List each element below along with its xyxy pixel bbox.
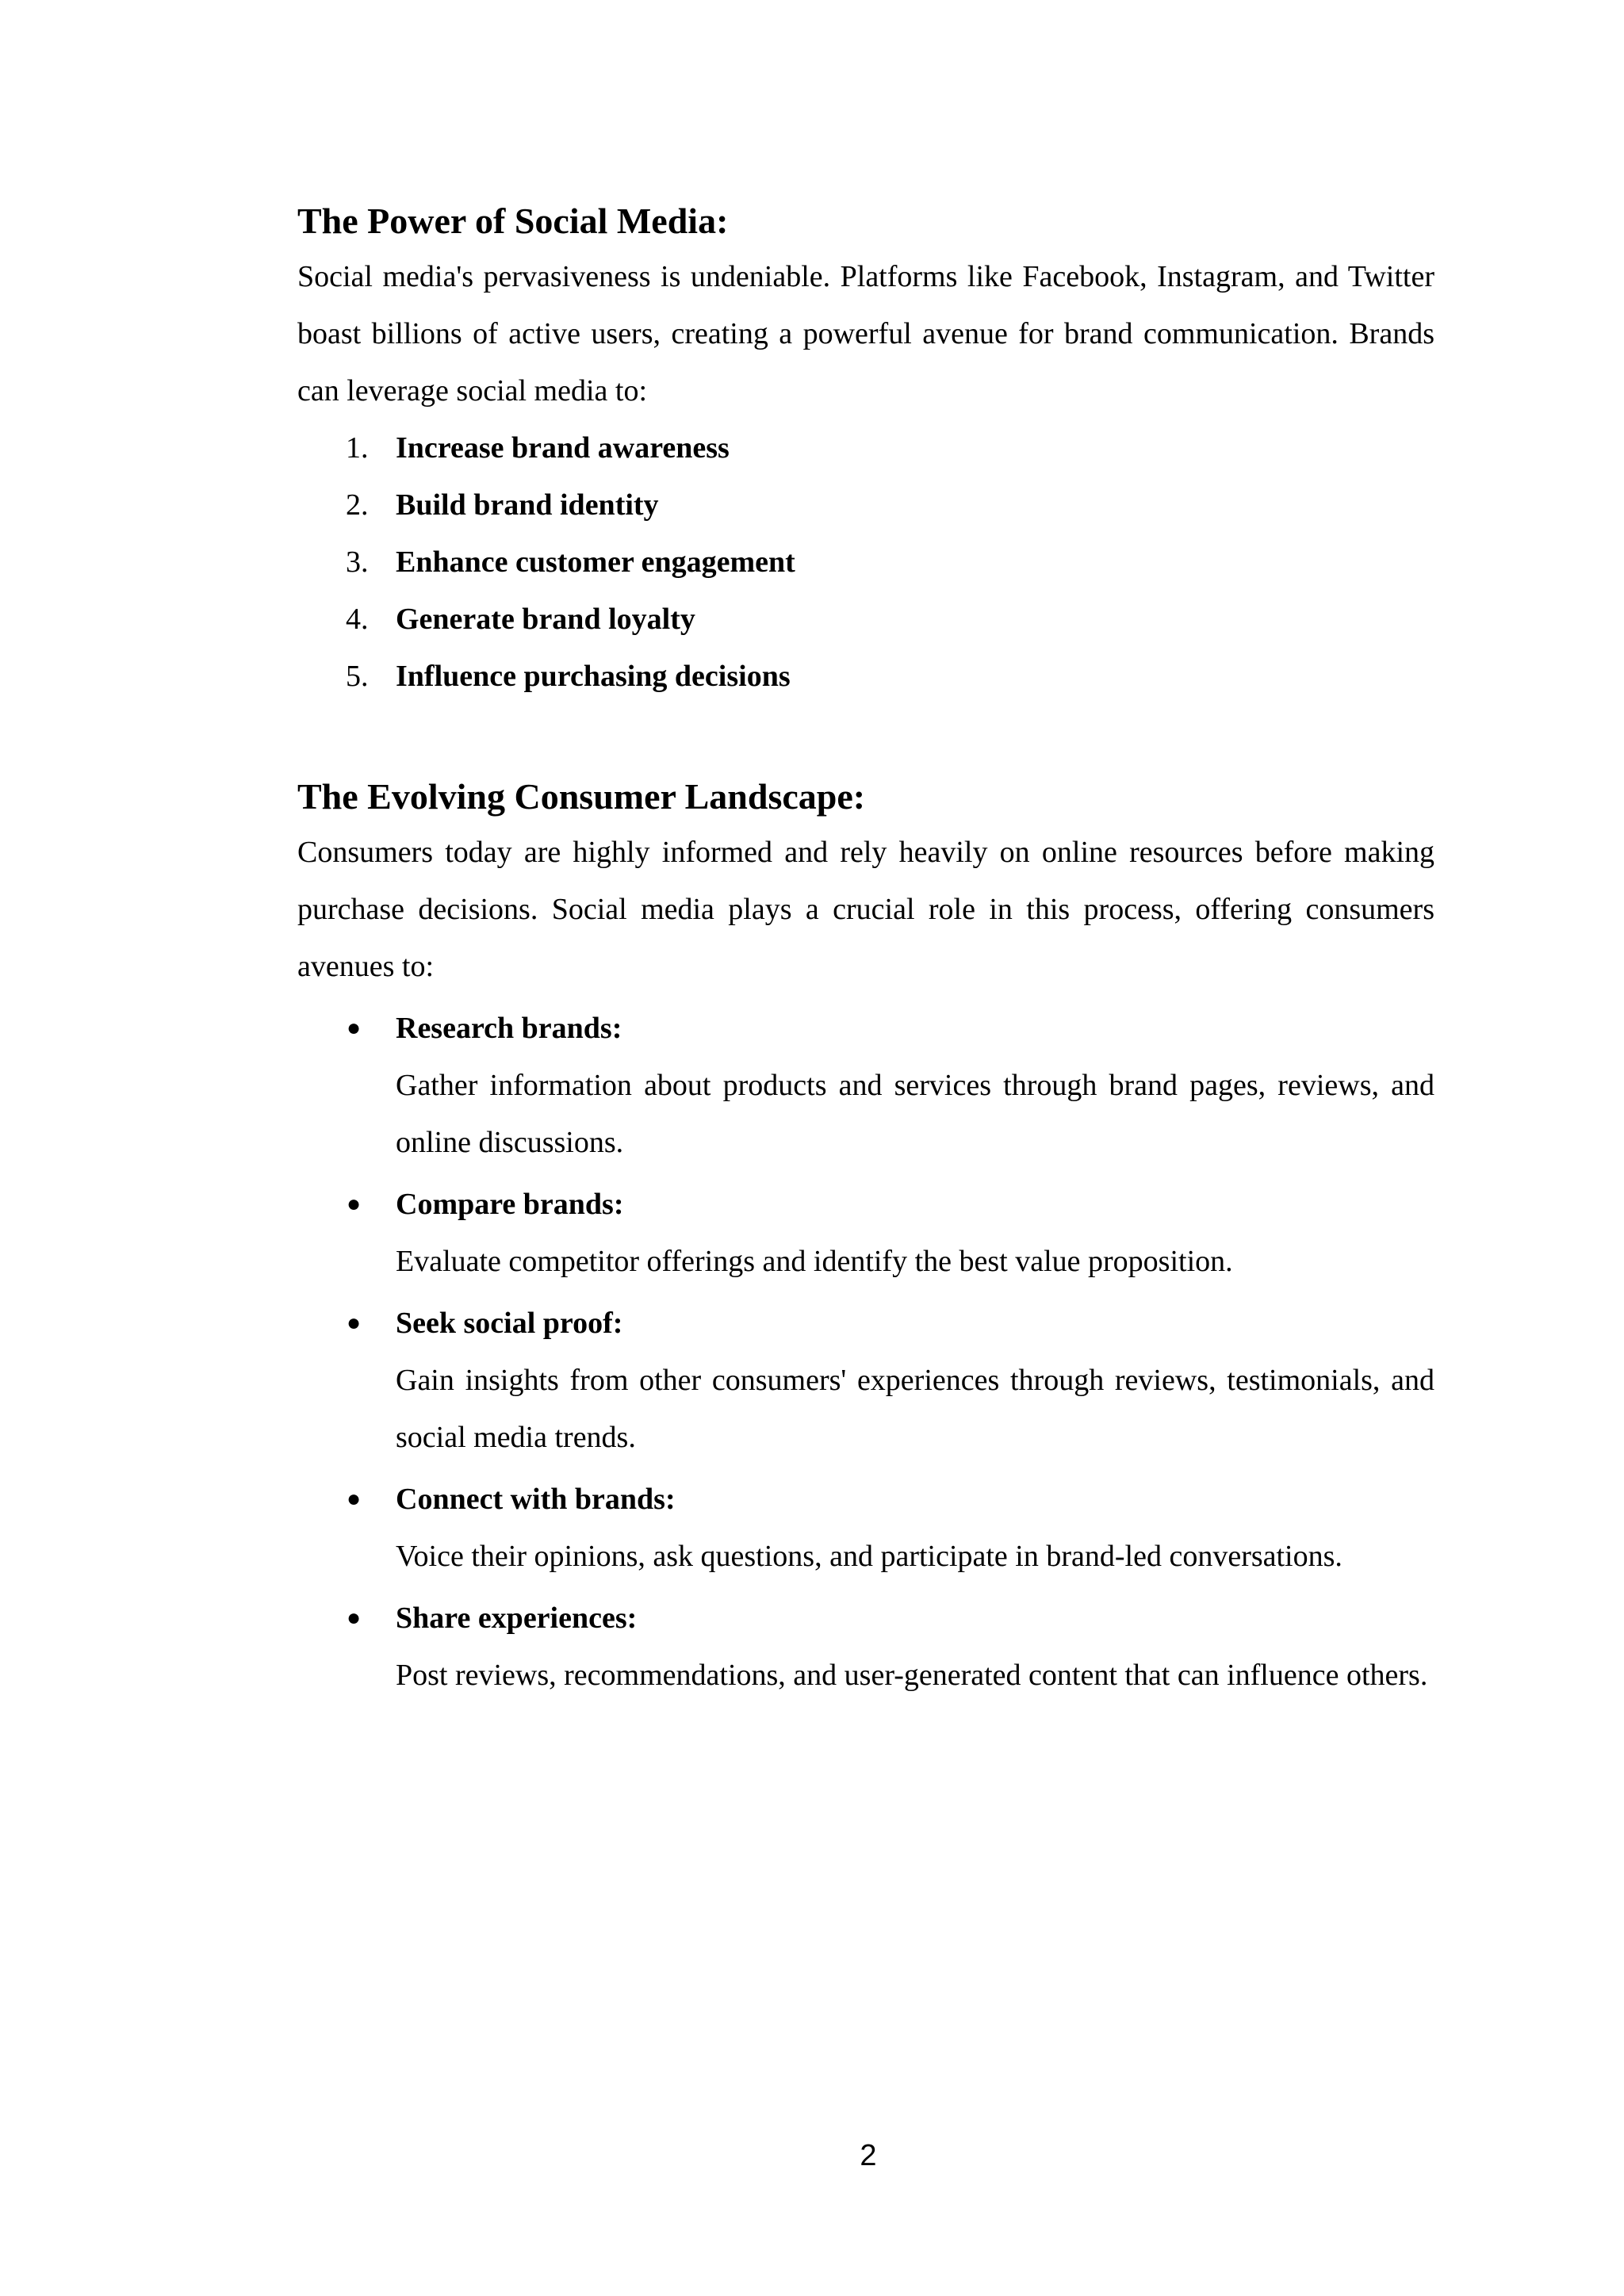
numbered-list [297,419,1434,705]
list-number: 4. [346,603,369,636]
list-number: 2. [346,488,369,522]
list-number: 5. [346,660,369,693]
list-item [297,1000,1434,1171]
section-intro-paragraph: Consumers today are highly informed and rely heavily on online resources before making purchase decisions. Social media plays a crucial role in this process, offering consumers avenues to: [297,836,1434,983]
list-item [297,419,1434,476]
list-item [297,1176,1434,1290]
list-item-term: Share experiences: [396,1601,638,1635]
section-power-of-social-media [297,194,1434,705]
list-item [297,648,1434,705]
list-number: 1. [346,431,369,465]
list-item-text: Build brand identity [396,488,659,522]
section-spacer [297,705,1434,770]
list-item [297,534,1434,591]
list-item-text: Influence purchasing decisions [396,660,791,693]
list-item-description: Voice their opinions, ask questions, and participate in brand-led conversations. [396,1540,1342,1573]
section-heading: The Power of Social Media: [297,201,729,241]
list-item-term: Seek social proof: [396,1307,623,1340]
bullet-icon: ● [347,1486,362,1512]
list-item-description: Gather information about products and services through brand pages, reviews, and online discussions. [396,1069,1434,1159]
list-item [297,476,1434,534]
bullet-icon: ● [347,1191,362,1217]
list-item-description: Post reviews, recommendations, and user-generated content that can influence others. [396,1659,1428,1692]
list-item [297,591,1434,648]
list-item-text: Generate brand loyalty [396,603,695,636]
bullet-list [297,1000,1434,1704]
page-number: 2 [860,2139,877,2172]
bullet-icon: ● [347,1310,362,1336]
list-item-text: Increase brand awareness [396,431,730,465]
list-item [297,1295,1434,1466]
list-item-term: Research brands: [396,1012,622,1045]
list-number: 3. [346,545,369,579]
page-content [297,194,1434,1709]
bullet-icon: ● [347,1605,362,1631]
list-item-term: Connect with brands: [396,1483,676,1516]
section-intro-paragraph: Social media's pervasiveness is undeniable. Platforms like Facebook, Instagram, and Twitter boast billions of active users, creating a powerful avenue for brand communication. Brands can leverage social media to: [297,260,1434,408]
list-item-term: Compare brands: [396,1188,624,1221]
list-item [297,1471,1434,1585]
list-item-text: Enhance customer engagement [396,545,795,579]
list-item-description: Gain insights from other consumers' experiences through reviews, testimonials, and social media trends. [396,1364,1434,1454]
bullet-icon: ● [347,1015,362,1041]
list-item-description: Evaluate competitor offerings and identify the best value proposition. [396,1245,1233,1278]
list-item [297,1590,1434,1704]
section-heading: The Evolving Consumer Landscape: [297,776,866,817]
section-evolving-consumer-landscape [297,770,1434,1704]
